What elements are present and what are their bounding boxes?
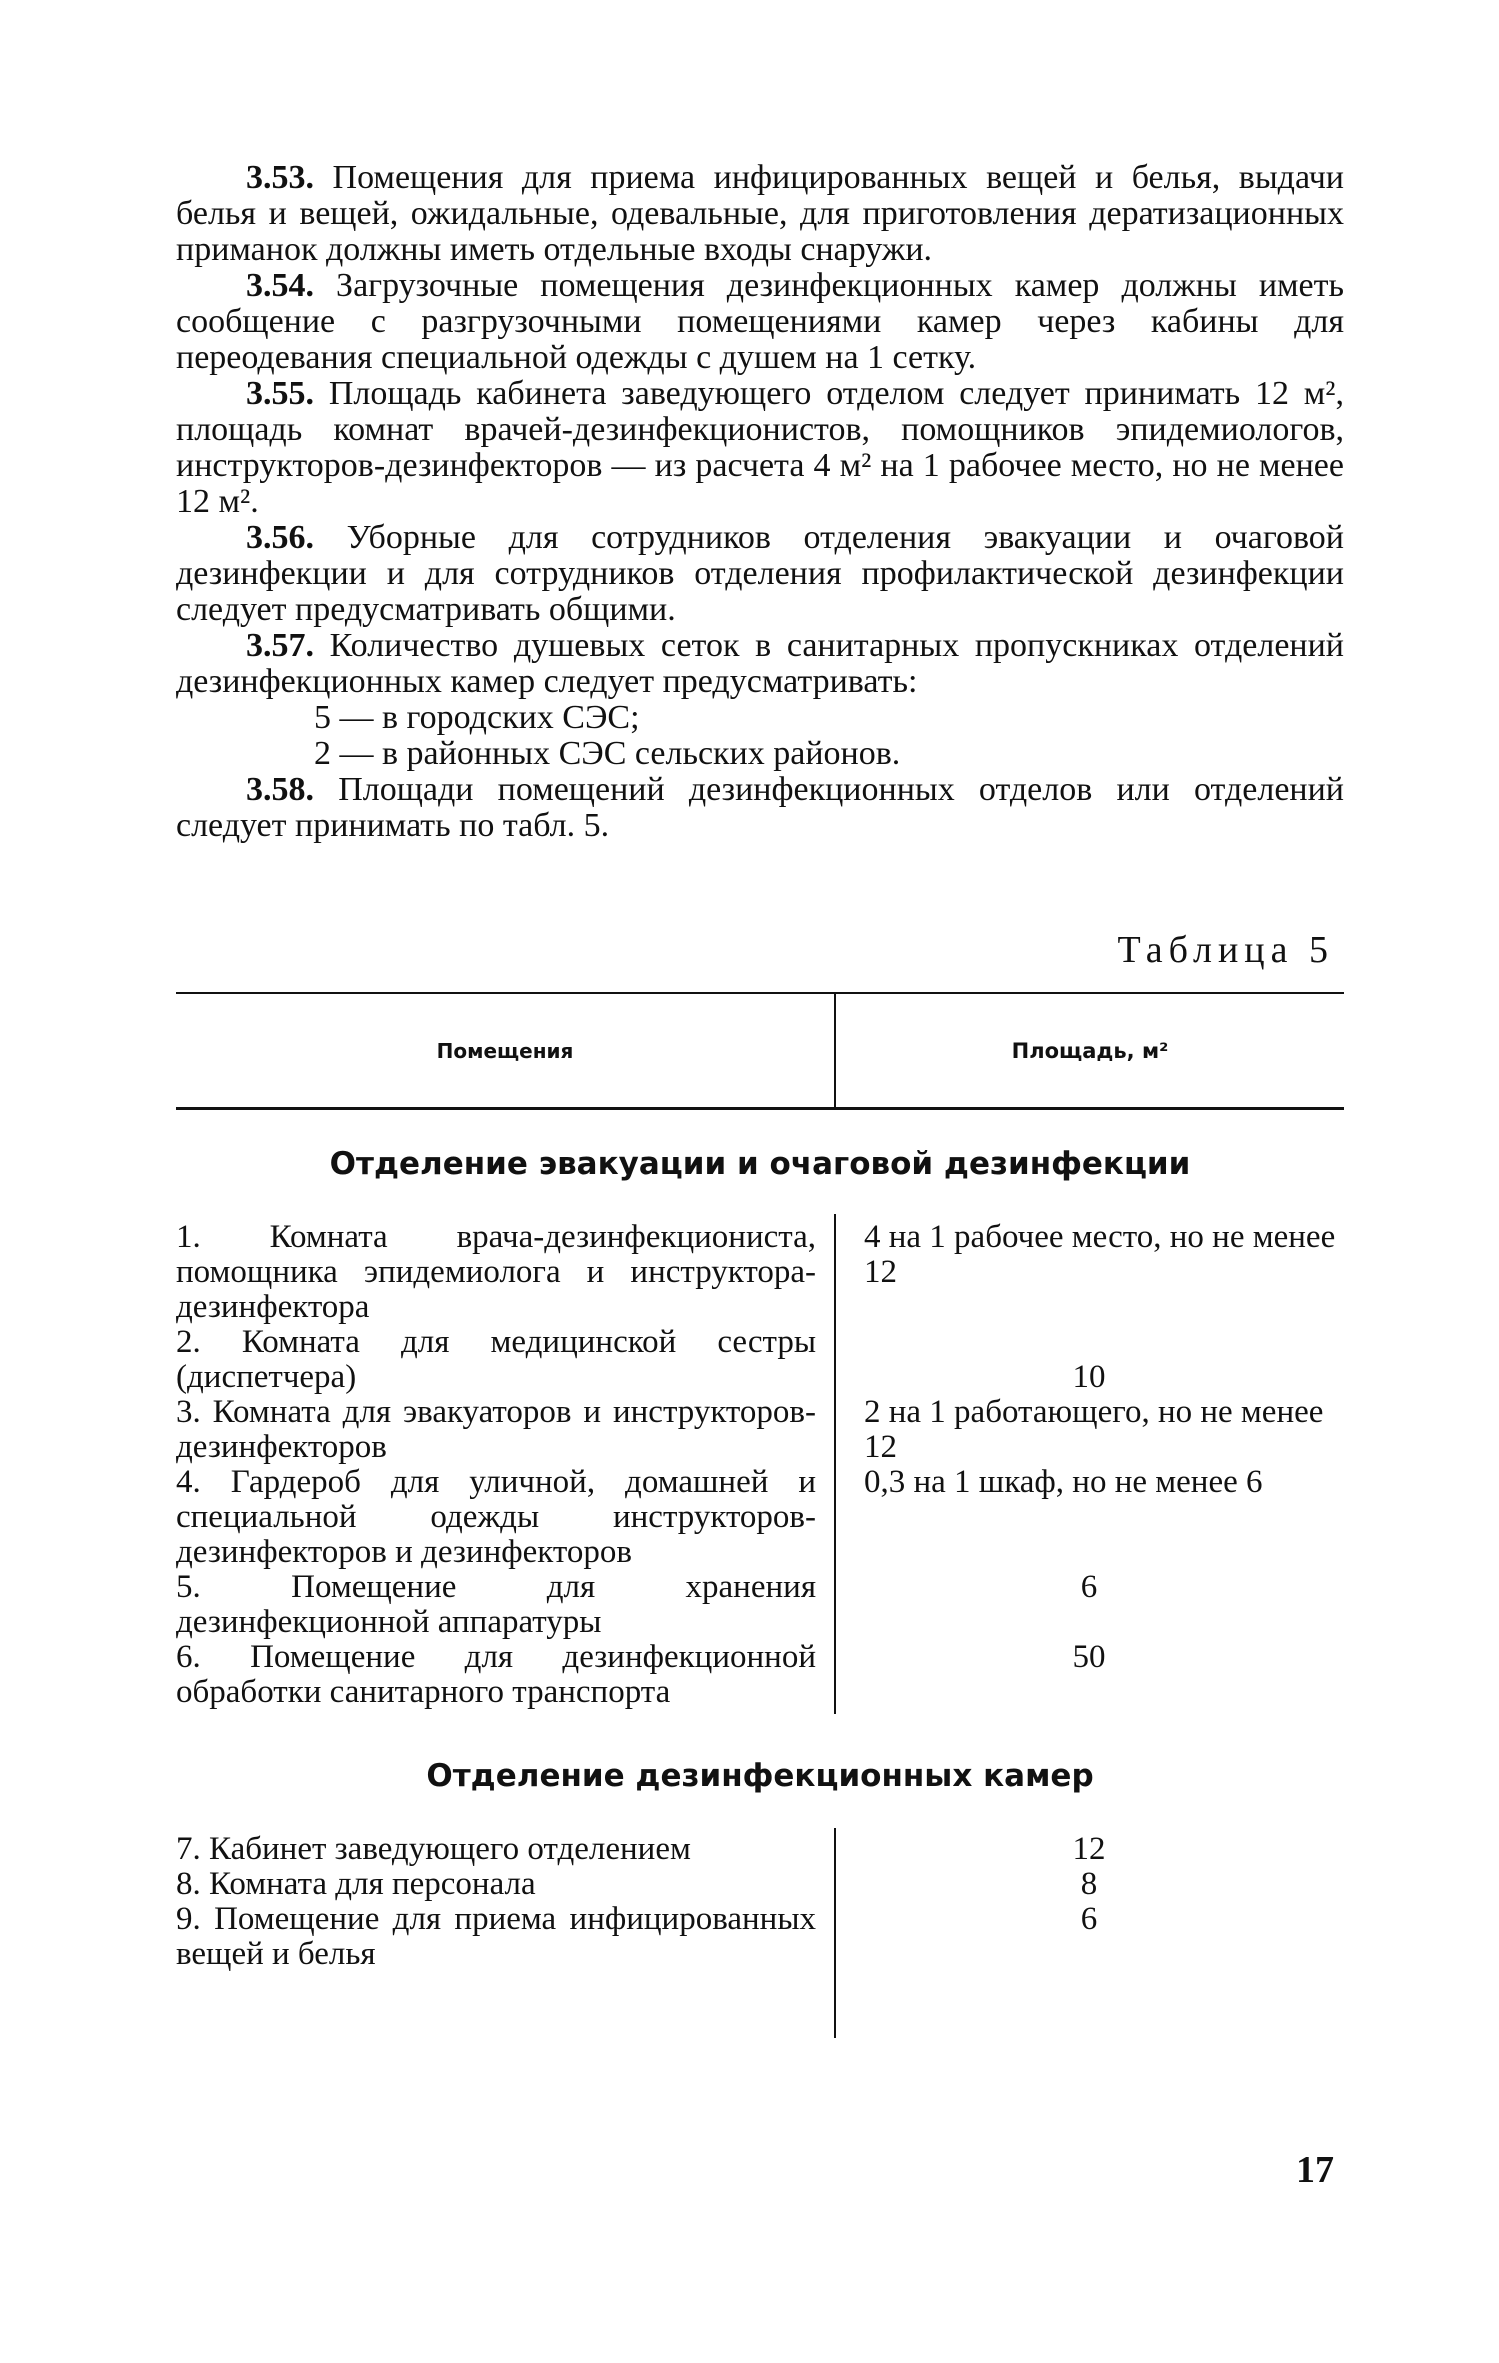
table-row: [176, 1395, 1344, 1465]
document-page: [176, 160, 1344, 1972]
table-row: [176, 1570, 1344, 1640]
table-row: [176, 1465, 1344, 1570]
room-area: 6: [1080, 1569, 1098, 1605]
room-name: 6. Помещение для дезинфекционной обработки санитарного транспорта: [176, 1639, 816, 1710]
table-header: [176, 992, 1344, 1110]
room-area: 2 на 1 работающего, но не менее 12: [864, 1394, 1324, 1465]
clause-number: 3.56.: [246, 519, 314, 556]
room-name: 7. Кабинет заведующего отделением: [176, 1831, 691, 1867]
column-divider: [834, 1828, 836, 2038]
table-row: [176, 1867, 1344, 1902]
room-area: 8: [1080, 1866, 1098, 1902]
section-title-evacuation: Отделение эвакуации и очаговой дезинфекции: [329, 1146, 1191, 1182]
table-caption: Таблица 5: [1117, 929, 1334, 971]
column-divider: [834, 1214, 836, 1714]
room-name: 9. Помещение для приема инфицированных вещей и белья: [176, 1901, 816, 1972]
paragraph-3-54: [176, 268, 1344, 376]
clause-text: Уборные для сотрудников отделения эвакуации и очаговой дезинфекции и для сотрудников отделения профилактической дезинфекции следует предусматривать общими.: [176, 519, 1344, 628]
table-body-section-2: [176, 1832, 1344, 1972]
room-area: 6: [1080, 1901, 1098, 1937]
paragraph-3-56: [176, 520, 1344, 628]
list-item: 5 — в городских СЭС;: [314, 699, 640, 736]
clause-text: Площадь кабинета заведующего отделом следует принимать 12 м², площадь комнат врачей-дезинфекционистов, помощников эпидемиологов, инструкторов-дезинфекторов — из расчета 4 м² на 1 рабочее место, но не менее 12 м².: [176, 375, 1345, 520]
list-item: 2 — в районных СЭС сельских районов.: [314, 735, 901, 772]
paragraph-3-53: [176, 160, 1344, 268]
header-rooms: Помещения: [436, 1038, 574, 1063]
table-body-section-1: [176, 1220, 1344, 1710]
page-number: 17: [1296, 2149, 1334, 2191]
clause-number: 3.57.: [246, 627, 314, 664]
paragraph-3-55: [176, 376, 1344, 520]
paragraph-3-58: [176, 772, 1344, 844]
table-row: [176, 1220, 1344, 1325]
room-area: 0,3 на 1 шкаф, но не менее 6: [864, 1464, 1263, 1500]
room-name: 2. Комната для медицинской сестры (диспетчера): [176, 1324, 816, 1395]
table-row: [176, 1325, 1344, 1395]
clause-text: Количество душевых сеток в санитарных пропускниках отделений дезинфекционных камер следует предусматривать:: [176, 627, 1344, 700]
section-title-chambers: Отделение дезинфекционных камер: [426, 1758, 1094, 1794]
clause-number: 3.58.: [246, 771, 314, 808]
room-name: 4. Гардероб для уличной, домашней и специальной одежды инструкторов-дезинфекторов и дезинфекторов: [176, 1464, 816, 1570]
room-area: 10: [1072, 1359, 1106, 1395]
clause-number: 3.54.: [246, 267, 314, 304]
paragraph-3-57: [176, 628, 1344, 700]
clause-number: 3.55.: [246, 375, 314, 412]
room-area: 4 на 1 рабочее место, но не менее 12: [864, 1219, 1336, 1290]
table-row: [176, 1832, 1344, 1867]
room-name: 1. Комната врача-дезинфекциониста, помощника эпидемиолога и инструктора-дезинфектора: [176, 1219, 816, 1325]
header-area: Площадь, м²: [1011, 1038, 1169, 1063]
room-name: 3. Комната для эвакуаторов и инструкторов-дезинфекторов: [176, 1394, 816, 1465]
table-row: [176, 1902, 1344, 1972]
room-name: 8. Комната для персонала: [176, 1866, 536, 1902]
room-area: 12: [1072, 1831, 1106, 1867]
room-name: 5. Помещение для хранения дезинфекционной аппаратуры: [176, 1569, 816, 1640]
clause-number: 3.53.: [246, 159, 314, 196]
clause-text: Помещения для приема инфицированных вещей и белья, выдачи белья и вещей, ожидальные, одевальные, для приготовления дератизационных приманок должны иметь отдельные входы снаружи.: [176, 159, 1344, 268]
room-area: 50: [1072, 1639, 1106, 1675]
table-row: [176, 1640, 1344, 1710]
clause-text: Загрузочные помещения дезинфекционных камер должны иметь сообщение с разгрузочными помещениями камер через кабины для переодевания специальной одежды с душем на 1 сетку.: [176, 267, 1345, 376]
clause-text: Площади помещений дезинфекционных отделов или отделений следует принимать по табл. 5.: [176, 771, 1344, 844]
